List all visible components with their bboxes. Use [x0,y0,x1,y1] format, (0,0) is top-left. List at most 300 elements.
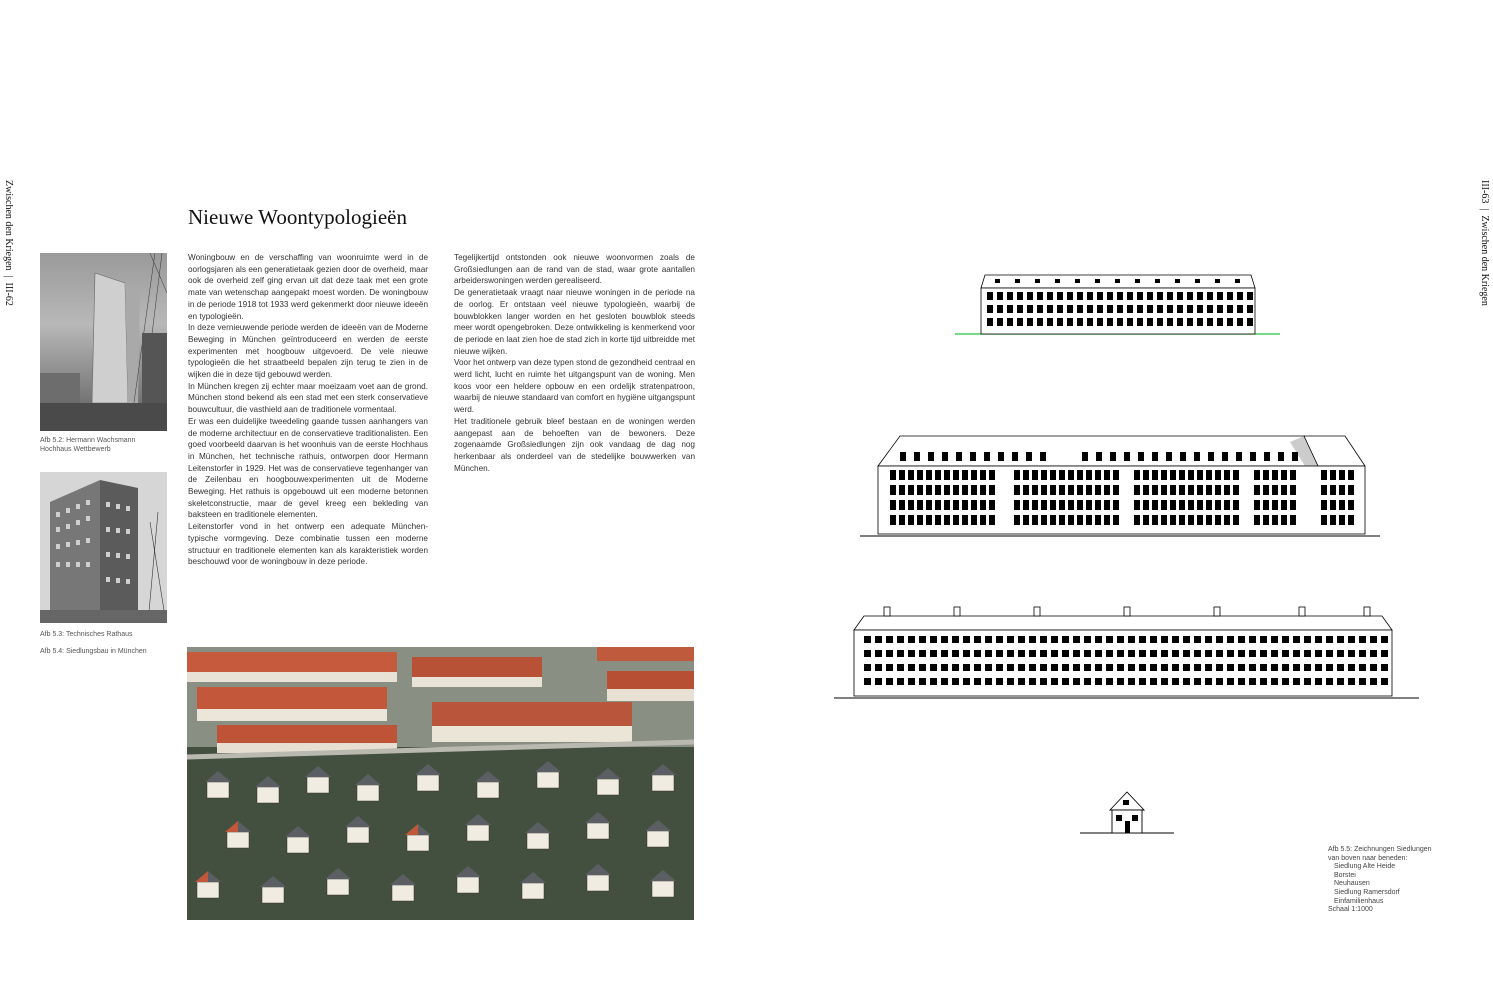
window [1077,500,1083,510]
window [1227,678,1234,685]
window [1117,318,1123,326]
window [962,470,968,480]
window [1029,678,1036,685]
window [875,650,882,657]
window [930,636,937,643]
window [1247,318,1253,326]
window [928,452,934,461]
window [1271,664,1278,671]
window [1359,664,1366,671]
window [1179,485,1185,495]
window [1233,500,1239,510]
window [1067,292,1073,300]
window [980,470,986,480]
window [1040,664,1047,671]
window [1029,664,1036,671]
window [1117,650,1124,657]
window [987,305,993,313]
window [1282,678,1289,685]
window [1227,292,1233,300]
window [935,500,941,510]
window [908,470,914,480]
window [1047,318,1053,326]
window [1227,650,1234,657]
window [1183,650,1190,657]
window [1086,470,1092,480]
window [1205,664,1212,671]
drawings-legend [1328,846,1438,915]
window [1143,470,1149,480]
window [1215,470,1221,480]
window [1215,500,1221,510]
window [864,650,871,657]
window [1040,650,1047,657]
window [1106,664,1113,671]
window [1224,470,1230,480]
window [1381,664,1388,671]
window [1143,515,1149,525]
window [1027,305,1033,313]
paragraph: Leitenstorfer vond in het ontwerp een adequate München-typische vormgeving. Deze combinatie tussen een moderne structuur en traditionele elementen kan als karakteristiek worden beschouwd voor de woningbouw in deze periode. [188,522,428,567]
window [1359,636,1366,643]
window [1017,305,1023,313]
window [1104,515,1110,525]
window [1107,292,1113,300]
window [1040,452,1046,461]
window [1197,292,1203,300]
house-svg [1078,788,1178,838]
chimney [1364,607,1370,616]
window [1188,485,1194,495]
window [952,650,959,657]
window [1337,678,1344,685]
window [1062,664,1069,671]
window [1170,485,1176,495]
window [1348,636,1355,643]
window [1224,515,1230,525]
window [941,650,948,657]
window [1007,678,1014,685]
window [1172,664,1179,671]
window [1073,650,1080,657]
window [953,485,959,495]
window [908,636,915,643]
window [914,452,920,461]
window [1157,318,1163,326]
figure-tower-photo [40,472,167,623]
window [996,636,1003,643]
window [1337,664,1344,671]
window [1263,470,1269,480]
window [997,318,1003,326]
window [1290,485,1296,495]
window [1348,515,1354,525]
window [1197,500,1203,510]
window [1086,500,1092,510]
window [1051,650,1058,657]
window [1087,305,1093,313]
window [1029,636,1036,643]
right-page-number: III-63 [1479,180,1490,204]
window [930,650,937,657]
window [1172,636,1179,643]
window [1330,500,1336,510]
window [1264,452,1270,461]
window [1147,318,1153,326]
window [1167,292,1173,300]
window [1197,318,1203,326]
window [984,452,990,461]
window [971,470,977,480]
window [1023,470,1029,480]
window [1194,636,1201,643]
window [1037,318,1043,326]
elevation-svg-2 [860,434,1385,540]
window [1194,452,1200,461]
window [1062,678,1069,685]
window [1152,515,1158,525]
window [919,650,926,657]
window [1272,515,1278,525]
window [1282,636,1289,643]
window [1205,636,1212,643]
window [1117,636,1124,643]
window [1263,515,1269,525]
window [1137,292,1143,300]
window [1271,636,1278,643]
window [944,515,950,525]
window [1370,636,1377,643]
window [942,452,948,461]
window [1047,292,1053,300]
window [1027,318,1033,326]
window [899,515,905,525]
window [1161,515,1167,525]
window [1127,305,1133,313]
window [1086,485,1092,495]
window [985,664,992,671]
text-column-2 [454,252,695,582]
window [919,678,926,685]
window [952,636,959,643]
window [1073,678,1080,685]
window [908,485,914,495]
legend-line: van boven naar beneden: [1328,854,1408,862]
window [1217,318,1223,326]
window [1067,318,1073,326]
page-title: Nieuwe Woontypologieën [188,205,407,229]
window [1222,452,1228,461]
window [1087,318,1093,326]
window [1117,305,1123,313]
legend-line: Einfamilienhaus [1334,897,1384,905]
window [1018,664,1025,671]
window [864,664,871,671]
window [989,500,995,510]
legend-line: Siedlung Alte Heide [1334,863,1396,871]
window [1281,515,1287,525]
window [1113,515,1119,525]
window [1194,678,1201,685]
window [1247,305,1253,313]
legend-line: Neuhausen [1334,880,1370,888]
window [1128,636,1135,643]
window [953,515,959,525]
window [1177,305,1183,313]
window [886,664,893,671]
window [917,515,923,525]
window [1304,636,1311,643]
window [1330,470,1336,480]
window [1238,636,1245,643]
window [1205,650,1212,657]
window [1249,650,1256,657]
window [1106,650,1113,657]
window [1051,678,1058,685]
window [1233,515,1239,525]
window [1082,452,1088,461]
window [1249,664,1256,671]
window [1326,678,1333,685]
window [917,500,923,510]
window [1326,636,1333,643]
window [1095,678,1102,685]
window [1370,664,1377,671]
legend-line: Schaal 1:1000 [1328,906,1373,914]
window [1152,470,1158,480]
window [1215,515,1221,525]
left-sidebar: Zwischen den Kriegen | III-62 [3,180,14,306]
paragraph: In München kregen zij echter maar moeizaam voet aan de grond. München stond bekend als een stad met een sterk conservatieve bouwcultuur, die vasthield aan de traditionele vormentaal. [188,381,428,415]
window [1205,678,1212,685]
window [1167,305,1173,313]
window [1097,318,1103,326]
window [1059,515,1065,525]
window [890,470,896,480]
window [1348,678,1355,685]
window [1304,650,1311,657]
window [1293,636,1300,643]
window [1290,515,1296,525]
window [890,515,896,525]
window [1134,470,1140,480]
window [1237,305,1243,313]
caption-fig52: Afb 5.2: Hermann Wachsmann Hochhaus Wettbewerb [40,437,136,453]
window [1315,664,1322,671]
window [1150,678,1157,685]
window [1271,650,1278,657]
window [1227,636,1234,643]
window [974,650,981,657]
right-sidebar: III-63 | Zwischen den Kriegen [1479,180,1490,306]
aerial-photo [187,647,694,920]
window [919,664,926,671]
chimney [1034,607,1040,616]
window [926,470,932,480]
window [1321,470,1327,480]
window [1017,292,1023,300]
window [1247,292,1253,300]
window [1292,452,1298,461]
window [1197,470,1203,480]
window [1095,485,1101,495]
text-column-1 [188,252,428,624]
window [1161,664,1168,671]
window [1014,470,1020,480]
window [1177,318,1183,326]
window [1290,500,1296,510]
window [1059,485,1065,495]
window [1007,650,1014,657]
window [971,500,977,510]
window [926,515,932,525]
window [1166,452,1172,461]
window [1084,664,1091,671]
window [1370,650,1377,657]
window [1128,678,1135,685]
window [1183,678,1190,685]
window [1238,678,1245,685]
window [1348,650,1355,657]
house-drawing [1078,788,1178,838]
window [1278,452,1284,461]
window [1282,650,1289,657]
window [1087,292,1093,300]
window [1068,500,1074,510]
window [1104,500,1110,510]
window [1026,452,1032,461]
window [1113,500,1119,510]
window [1304,664,1311,671]
window [1216,636,1223,643]
figure-skyscraper-photo [40,253,167,431]
window [1007,636,1014,643]
window [998,452,1004,461]
window [1117,678,1124,685]
window [1068,515,1074,525]
window [962,515,968,525]
window [974,636,981,643]
window [1018,650,1025,657]
window [1041,515,1047,525]
window [944,485,950,495]
window [1161,650,1168,657]
window [1339,485,1345,495]
window [899,485,905,495]
window [1073,664,1080,671]
window [1084,636,1091,643]
window [890,485,896,495]
window [1014,485,1020,495]
chimney [954,607,960,616]
window [1207,292,1213,300]
window [1068,485,1074,495]
window [1330,485,1336,495]
window [985,636,992,643]
window [1167,318,1173,326]
window [1012,452,1018,461]
window [1326,664,1333,671]
window [1117,664,1124,671]
window [897,664,904,671]
window [1139,636,1146,643]
window [1077,515,1083,525]
window [1272,485,1278,495]
window [1106,678,1113,685]
window [1249,636,1256,643]
window [1018,636,1025,643]
window [1047,305,1053,313]
chimney [884,607,890,616]
window [1238,650,1245,657]
window [1227,305,1233,313]
window [1057,292,1063,300]
window [1207,318,1213,326]
window [1381,678,1388,685]
window [1150,664,1157,671]
window [1095,470,1101,480]
window [970,452,976,461]
paragraph: De generatietaak vraagt naar nieuwe woningen in de periode na de oorlog. Er ontstaan veel nieuwe typologieën, waarbij de bouwblokken langer worden en het gesloten bouwblok steeds meer wordt opengebroken. Deze ontwikkeling is kenmerkend voor de periode en laat zien hoe de stad zich in korte tijd uitbreidde met nieuwe wijken. [454,288,695,356]
window [1179,470,1185,480]
window [1117,292,1123,300]
window [1249,678,1256,685]
window [1227,664,1234,671]
window [1138,452,1144,461]
window [1282,664,1289,671]
window [1077,470,1083,480]
left-sidebar-label: Zwischen den Kriegen [3,180,14,271]
window [952,664,959,671]
window [1271,678,1278,685]
window [1321,500,1327,510]
window [930,678,937,685]
window [1139,650,1146,657]
window [897,650,904,657]
window [997,305,1003,313]
window [1161,636,1168,643]
window [875,664,882,671]
window [1381,636,1388,643]
window [1206,485,1212,495]
window [980,515,986,525]
window [1057,305,1063,313]
window [1197,515,1203,525]
window [1233,470,1239,480]
window [1188,515,1194,525]
window [944,500,950,510]
window [1348,664,1355,671]
window [1161,500,1167,510]
window [1236,452,1242,461]
window [1238,664,1245,671]
window [1326,650,1333,657]
window [1150,636,1157,643]
window [1086,515,1092,525]
window [1359,678,1366,685]
caption-fig53: Afb 5.3: Technisches Rathaus [40,631,133,638]
window [1237,292,1243,300]
window [1207,305,1213,313]
caption-fig54: Afb 5.4: Siedlungsbau in München [40,648,147,655]
window [1293,650,1300,657]
window [1254,470,1260,480]
window [971,515,977,525]
window [1097,305,1103,313]
window [1037,292,1043,300]
window [953,470,959,480]
window [1152,500,1158,510]
